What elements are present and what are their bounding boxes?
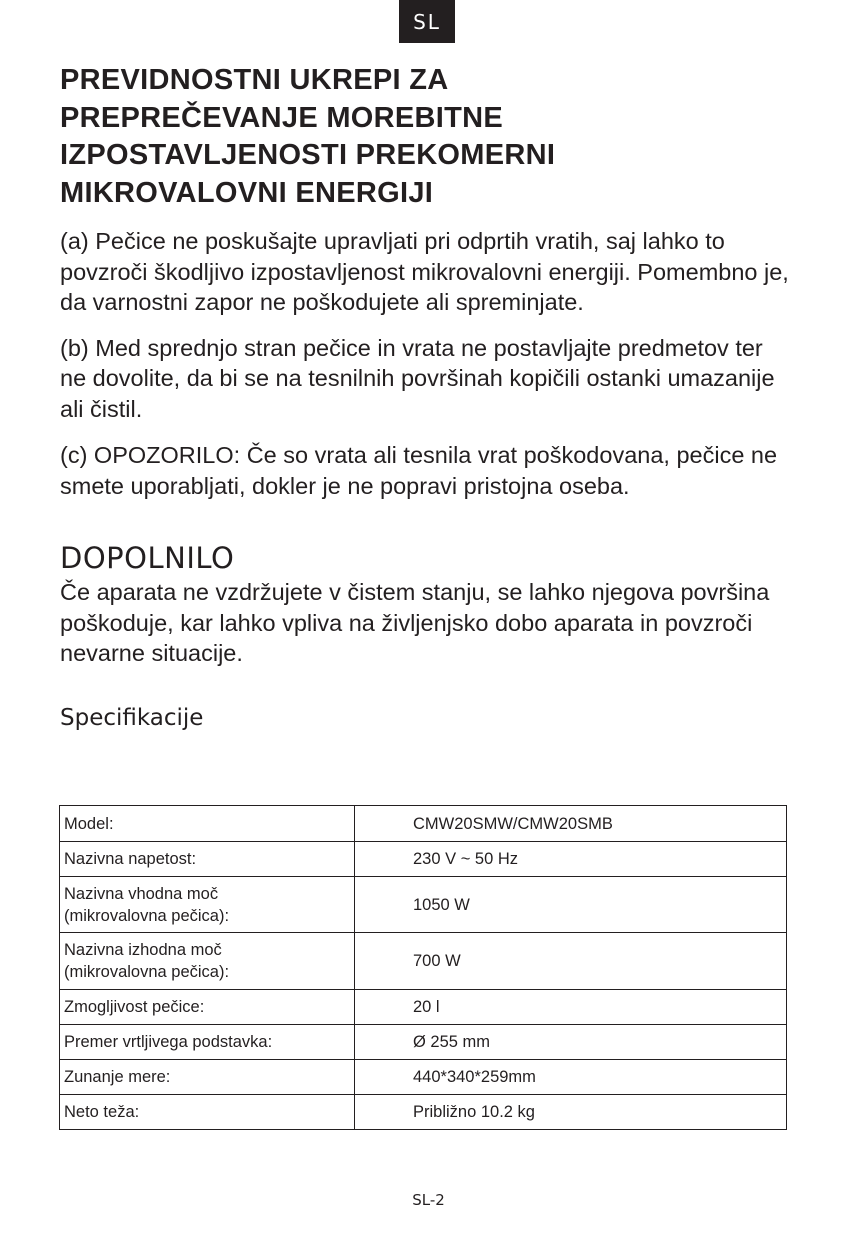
supplement-heading: DOPOLNILO — [60, 541, 235, 575]
title-line: PREPREČEVANJE MOREBITNE — [60, 101, 504, 134]
spec-label: Zmogljivost pečice: — [60, 990, 355, 1025]
spec-row — [60, 842, 787, 877]
spec-value: 700 W — [355, 933, 787, 990]
spec-value: Ø 255 mm — [355, 1025, 787, 1060]
spec-label-line: (mikrovalovna pečica): — [64, 963, 230, 981]
specifications-table — [59, 805, 787, 1130]
spec-label — [60, 877, 355, 933]
spec-row — [60, 1095, 787, 1130]
spec-label: Model: — [60, 806, 355, 842]
spec-row — [60, 1025, 787, 1060]
spec-row — [60, 806, 787, 842]
spec-value: 1050 W — [355, 877, 787, 933]
spec-label: Premer vrtljivega podstavka: — [60, 1025, 355, 1060]
language-code: SL — [413, 9, 441, 34]
spec-label: Nazivna napetost: — [60, 842, 355, 877]
page-content — [60, 62, 790, 733]
title-line: MIKROVALOVNI ENERGIJI — [60, 176, 434, 209]
spec-value: Približno 10.2 kg — [355, 1095, 787, 1130]
title-line: PREVIDNOSTNI UKREPI ZA — [60, 64, 449, 96]
specifications-heading: Specifikacije — [60, 704, 204, 731]
spec-row — [60, 877, 787, 933]
page-number: SL-2 — [412, 1191, 445, 1209]
language-tab — [399, 0, 455, 43]
spec-label-line: Nazivna vhodna moč — [64, 884, 219, 903]
page-title — [60, 62, 790, 212]
precaution-c-warning: (c) OPOZORILO: Če so vrata ali tesnila vrat poškodovana, pečice ne smete uporabljati, dokler je ne popravi pristojna oseba. — [60, 442, 778, 499]
spec-value: 440*340*259mm — [355, 1060, 787, 1095]
spec-label: Zunanje mere: — [60, 1060, 355, 1095]
spec-label — [60, 933, 355, 990]
spec-label-line: (mikrovalovna pečica): — [64, 906, 230, 925]
spec-row — [60, 1060, 787, 1095]
precaution-b: (b) Med sprednjo stran pečice in vrata ne postavljajte predmetov ter ne dovolite, da bi se na tesnilnih površinah kopičili ostanki umazanije ali čistil. — [60, 334, 775, 422]
precaution-a: (a) Pečice ne poskušajte upravljati pri odprtih vratih, saj lahko to povzroči škodljivo izpostavljenost mikrovalovni energiji. Pomembno je, da varnostni zapor ne poškodujete ali spreminjate. — [60, 228, 789, 315]
title-line: IZPOSTAVLJENOSTI PREKOMERNI — [60, 139, 556, 171]
supplement-text: Če aparata ne vzdržujete v čistem stanju, se lahko njegova površina poškoduje, kar lahko vpliva na življenjsko dobo aparata in povzroči nevarne situacije. — [60, 579, 770, 666]
spec-value: 230 V ~ 50 Hz — [355, 842, 787, 877]
spec-row — [60, 990, 787, 1025]
spec-value: CMW20SMW/CMW20SMB — [355, 806, 787, 842]
spec-value: 20 l — [355, 990, 787, 1025]
spec-row — [60, 933, 787, 990]
spec-label: Neto teža: — [60, 1095, 355, 1130]
spec-label-line: Nazivna izhodna moč — [64, 941, 222, 959]
